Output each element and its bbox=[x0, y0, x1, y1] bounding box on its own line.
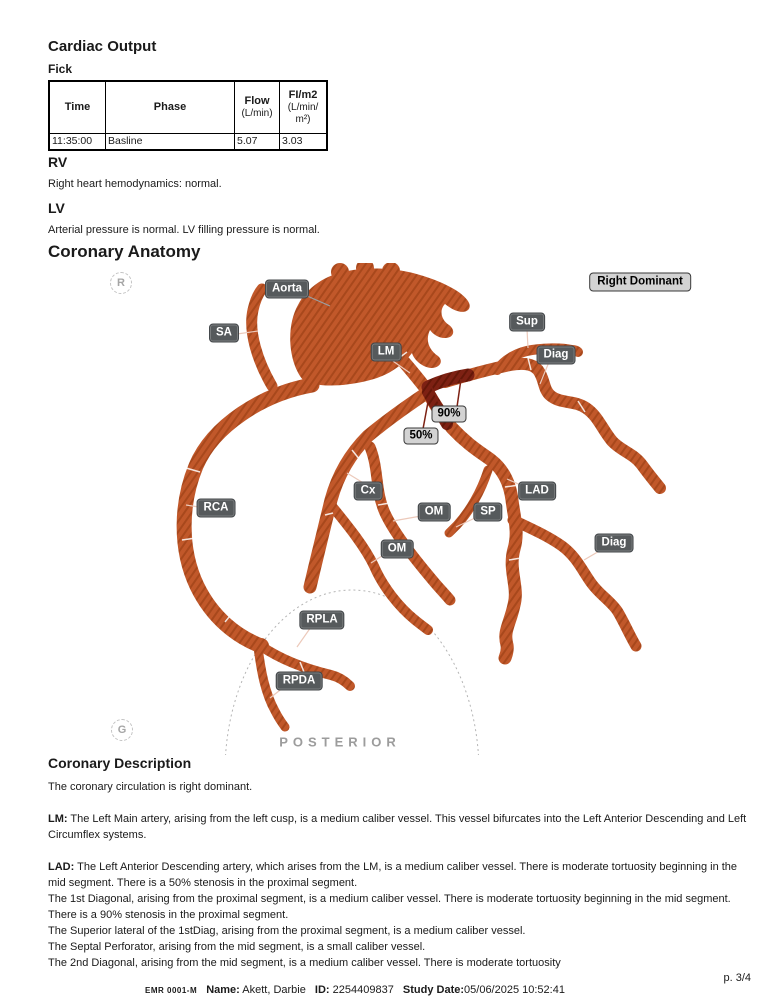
aorta-shape bbox=[253, 263, 470, 654]
stenosis-badge-90: 90% bbox=[431, 406, 466, 423]
rv-text: Right heart hemodynamics: normal. bbox=[48, 178, 222, 190]
diag1-vessel bbox=[445, 364, 660, 488]
lad-line-3: The Septal Perforator, arising from the mid segment, is a small caliber vessel. bbox=[48, 941, 426, 953]
description-lm bbox=[48, 811, 748, 843]
name-label: Name: bbox=[206, 984, 240, 996]
lm-label: LM: bbox=[48, 813, 68, 825]
orientation-marker-r: R bbox=[110, 272, 132, 294]
lad-label: LAD: bbox=[48, 861, 75, 873]
table-header-fi-sub2: m²) bbox=[295, 114, 311, 126]
label-rca: RCA bbox=[197, 499, 236, 518]
lv-text: Arterial pressure is normal. LV filling pressure is normal. bbox=[48, 224, 320, 236]
label-lad: LAD bbox=[518, 482, 556, 501]
label-om1: OM bbox=[418, 503, 451, 522]
table-header-fi-main: FI/m2 bbox=[288, 89, 318, 102]
table-header-time: Time bbox=[49, 81, 106, 133]
name-value: Akett, Darbie bbox=[242, 984, 306, 996]
table-header-fi bbox=[280, 81, 328, 133]
lad-line-1: The 1st Diagonal, arising from the proximal segment, is a medium caliber vessel. There is moderate tortuosity beginning in the mid segment. There is a 90% stenosis in the proximal segment. bbox=[48, 893, 731, 921]
coronary-anatomy-title: Coronary Anatomy bbox=[48, 242, 201, 261]
sa-vessel bbox=[252, 289, 272, 386]
lv-heading: LV bbox=[48, 200, 65, 216]
label-om2: OM bbox=[381, 540, 414, 559]
cardiac-output-title: Cardiac Output bbox=[48, 38, 157, 55]
sp-vessel bbox=[449, 470, 488, 533]
table-header-fi-sub1: (L/min/ bbox=[287, 102, 319, 114]
cell-phase: Basline bbox=[106, 133, 235, 150]
table-row bbox=[49, 133, 327, 150]
id-value: 2254409837 bbox=[332, 984, 394, 996]
coronary-description-text bbox=[48, 779, 748, 971]
coronary-tree-svg bbox=[0, 263, 768, 755]
lad-text: The Left Anterior Descending artery, which arises from the LM, is a medium caliber vessel. There is moderate tortuosity beginning in the mid segment. There is a 50% stenosis in the proximal segment. bbox=[48, 861, 738, 889]
page-number: p. 3/4 bbox=[723, 972, 751, 984]
label-sp: SP bbox=[473, 503, 502, 522]
lad-line-4: The 2nd Diagonal, arising from the mid segment, is a medium caliber vessel. There is moderate tortuosity bbox=[48, 957, 561, 969]
label-aorta: Aorta bbox=[265, 280, 309, 299]
description-intro: The coronary circulation is right dominant. bbox=[48, 781, 253, 793]
table-header-flow-sub: (L/min) bbox=[241, 108, 273, 120]
footer bbox=[145, 984, 565, 996]
table-header-flow bbox=[235, 81, 280, 133]
label-sup: Sup bbox=[509, 313, 545, 332]
label-cx: Cx bbox=[354, 482, 383, 501]
label-diag1: Diag bbox=[537, 346, 576, 365]
lm-text: The Left Main artery, arising from the left cusp, is a medium caliber vessel. This vessel bifurcates into the Left Anterior Descending and Left Circumflex systems. bbox=[48, 813, 747, 841]
study-date-value: 05/06/2025 10:52:41 bbox=[464, 984, 565, 996]
posterior-label: POSTERIOR bbox=[279, 734, 401, 750]
label-lm: LM bbox=[371, 343, 402, 362]
description-lad bbox=[48, 859, 748, 971]
coronary-diagram bbox=[0, 263, 768, 755]
table-header-phase: Phase bbox=[106, 81, 235, 133]
label-rpda: RPDA bbox=[276, 672, 323, 691]
table-header-flow-main: Flow bbox=[244, 95, 270, 108]
label-sa: SA bbox=[209, 324, 239, 343]
om2-vessel bbox=[331, 505, 428, 630]
id-label: ID: bbox=[314, 984, 330, 996]
coronary-description-title: Coronary Description bbox=[48, 755, 192, 771]
label-rpla: RPLA bbox=[299, 611, 344, 630]
lad-vessel bbox=[427, 391, 516, 658]
label-diag2: Diag bbox=[595, 534, 634, 553]
rv-heading: RV bbox=[48, 154, 68, 170]
cell-fi: 3.03 bbox=[280, 133, 328, 150]
cell-flow: 5.07 bbox=[235, 133, 280, 150]
fick-subtitle: Fick bbox=[48, 62, 73, 76]
stenosis-badge-50: 50% bbox=[403, 428, 438, 445]
orientation-marker-g: G bbox=[111, 719, 133, 741]
dominance-badge: Right Dominant bbox=[589, 273, 691, 292]
diag1-90-stenosis bbox=[428, 375, 468, 387]
doc-code: EMR 0001-M bbox=[145, 986, 198, 995]
fick-table bbox=[48, 80, 328, 151]
cell-time: 11:35:00 bbox=[49, 133, 106, 150]
study-date-label: Study Date: bbox=[402, 984, 465, 996]
lad-line-2: The Superior lateral of the 1stDiag, arising from the proximal segment, is a medium caliber vessel. bbox=[48, 925, 526, 937]
